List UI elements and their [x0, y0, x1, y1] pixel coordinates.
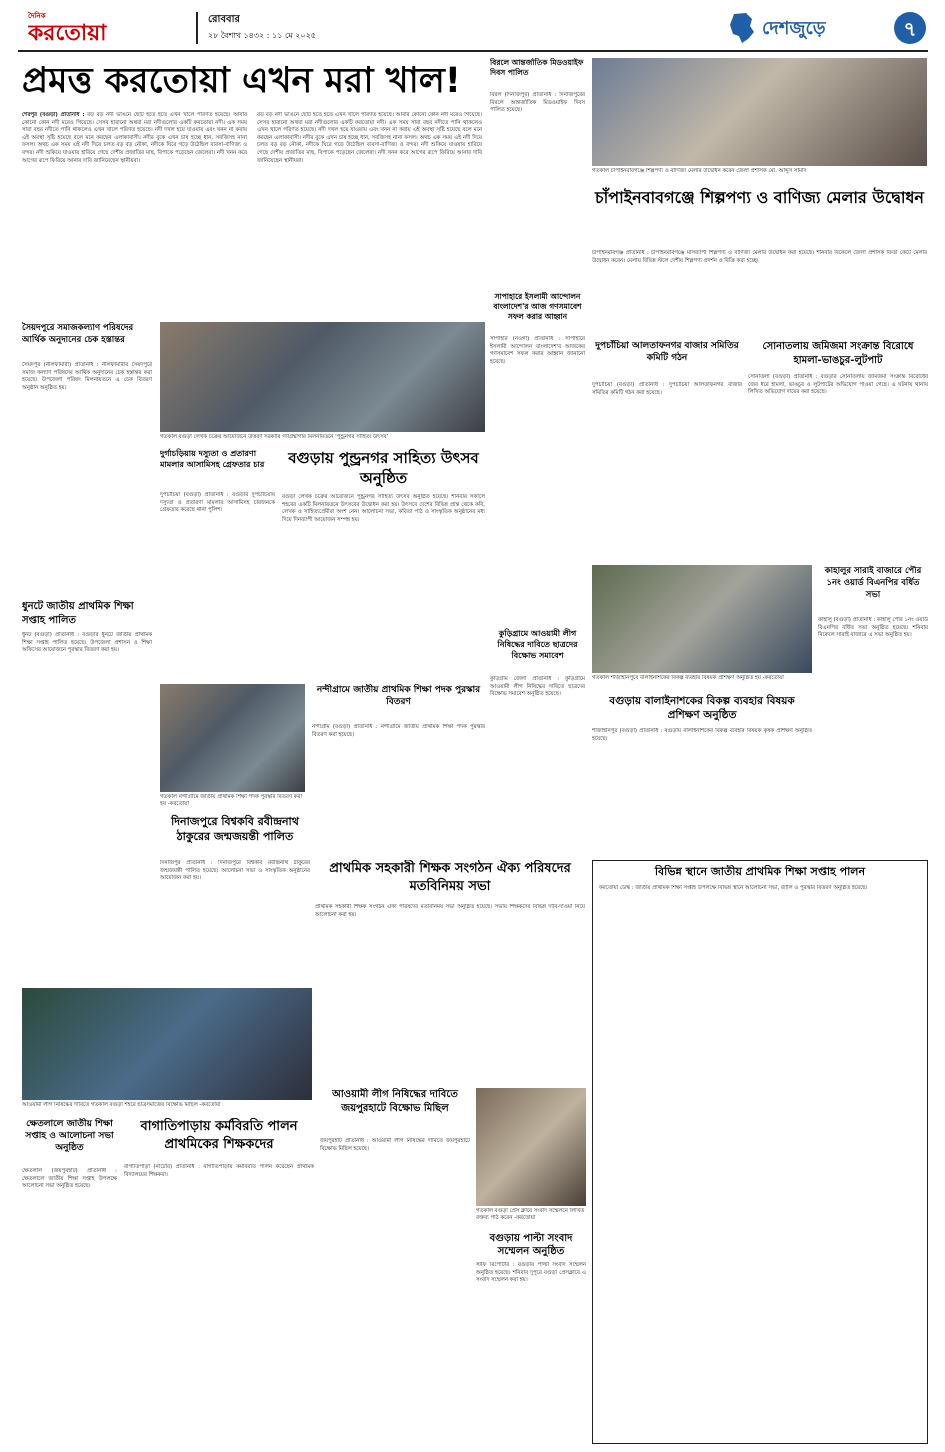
saidpur-body: সৈয়দপুর (নীলফামারী) প্রতিনিধি : নীলফামারীর সৈয়দপুরে সমাজ কল্যাণ পরিষদের আর্থিক অনুদানের চেক হস্তান্তর করা হয়েছে। উপজেলা পরিষদ মিলনায়তনে এ চেক বিতরণ অনুষ্ঠান অনুষ্ঠিত হয়। — [22, 362, 152, 391]
various-article — [592, 860, 928, 1444]
sonatola-article — [748, 340, 928, 560]
biral-article — [490, 58, 585, 288]
masthead-date: ২৮ বৈশাখ ১৪৩২ : ১১ মে ২০২৫ — [208, 31, 316, 40]
dhunat-body: ধুনট (বগুড়া) প্রতিনিধি : বগুড়ার ধুনটে জাতীয় প্রাথমিক শিক্ষা সপ্তাহ পালিত হয়েছে। উপজেলা প্রশাসন ও শিক্ষা অফিসের আয়োজনে পুরস্কার বিতরণ করা হয়। — [22, 632, 152, 654]
pesticide-headline: বগুড়ায় বালাইনাশকের বিকল্প ব্যবহার বিষয়ক প্রশিক্ষণ অনুষ্ঠিত — [609, 695, 795, 721]
biral-body: বিরল (দিনাজপুর) প্রতিনিধি : দিনাজপুরের বিরলে আন্তর্জাতিক মিডওয়াইফ দিবস পালিত হয়েছে। — [490, 92, 585, 114]
masthead-rule — [18, 50, 928, 52]
bottom-caption: আওয়ামী লীগ নিষিদ্ধের দাবিতে গতকাল বগুড়া শহরে ছাত্রসমাজের বিক্ষোভ মিছিল -করতোয়া — [22, 1102, 221, 1108]
durgapur-body: দুপচাঁচিয়া (বগুড়া) প্রতিনিধি : বগুড়ার দুপচাঁচিয়ায় দস্যুতা ও প্রতারণা মামলার আসামিসহ চারজনকে গ্রেফতার করেছে থানা পুলিশ। — [160, 492, 275, 514]
masthead-logo-small: দৈনিক — [28, 12, 46, 20]
nandigram-article — [312, 684, 485, 854]
fair-photo — [592, 58, 927, 166]
khetlal-headline: ক্ষেতলালে জাতীয় শিক্ষা সপ্তাহ ও আলোচনা সভা অনুষ্ঠিত — [25, 1119, 114, 1153]
cultural-caption: গতকাল বগুড়া লেখক চক্রের আয়োজনে উত্তরণ সরকারি গণগ্রন্থাগার মিলনায়তনে 'পুন্ড্রনগর সাহিত্য উৎসব' — [160, 434, 389, 440]
press-caption: গতকাল বগুড়া প্রেস ক্লাবে সংবাদ সম্মেলনে লিখিত বক্তব্য পাঠ করেন -করতোয়া — [476, 1208, 585, 1221]
teachers-headline: প্রাথমিক সহকারী শিক্ষক সংগঠন ঐক্য পরিষদের মতবিনিময় সভা — [329, 861, 571, 894]
nandigram-headline: নন্দীগ্রামে জাতীয় প্রাথমিক শিক্ষা পদক পুরস্কার বিতরণ — [316, 685, 481, 707]
masthead — [18, 8, 928, 48]
kurigram-body: কুড়িগ্রাম জেলা প্রতিনিধি : কুড়িগ্রামে আওয়ামী লীগ নিষিদ্ধের দাবিতে ছাত্রদের বিক্ষোভ সমাবেশ অনুষ্ঠিত হয়েছে। — [490, 676, 585, 698]
bagatipara-article — [124, 1118, 314, 1443]
saidpur-headline: সৈয়দপুরে সমাজকল্যাণ পরিষদের আর্থিক অনুদানের চেক হস্তান্তর — [22, 323, 134, 345]
dupchanchia-headline: দুপচাঁচিয়া আলতাফনগর বাজার সমিতির কমিটি গঠন — [595, 341, 739, 363]
islami-headline: সাপাহারে ইসলামী আন্দোলন বাংলাদেশ'র আজ গণসমাবেশ সফল করার আহ্বান — [493, 292, 582, 321]
kurigram-article — [490, 628, 585, 854]
press-photo — [476, 1088, 586, 1206]
main-article — [22, 58, 482, 316]
kahaloo-article — [818, 565, 928, 845]
cultural-article — [282, 448, 485, 678]
dinajpur-headline: দিনাজপুরে বিশ্বকবি রবীন্দ্রনাথ ঠাকুরের জন্মজয়ন্তী পালিত — [171, 815, 299, 843]
fair-caption: গতকাল চাঁপাইনবাবগঞ্জে শিল্পপণ্য ও বাণিজ্য মেলার উদ্বোধন করেন জেলা প্রশাসক মো. আব্দুস সামাদ — [592, 168, 807, 174]
cultural-body: বগুড়া লেখক চক্রের আয়োজনে পুন্ড্রনগর সাহিত্য উৎসব অনুষ্ঠিত হয়েছে। শনিবার সকালে শহরের একটি মিলনায়তনে উৎসবের উদ্বোধন করা হয়। উৎসবে দেশের বিভিন্ন প্রান্ত থেকে কবি, লেখক ও সাহিত্যপ্রেমীরা অংশ নেন। আলোচনা সভা, কবিতা পাঠ ও সাংস্কৃতিক অনুষ্ঠানের মধ্য দিয়ে দিনব্যাপী আয়োজন সম্পন্ন হয়। — [282, 494, 485, 523]
dhunat-headline: ধুনটে জাতীয় প্রাথমিক শিক্ষা সপ্তাহ পালিত — [22, 601, 134, 626]
joypurhat-body: জয়পুরহাট প্রতিনিধি : আওয়ামী লীগ নিষিদ্ধের দাবিতে জয়পুরহাটে বিক্ষোভ মিছিল হয়েছে। — [320, 1138, 470, 1152]
pesticide-photo — [592, 565, 812, 673]
cultural-headline: বগুড়ায় পুন্ড্রনগর সাহিত্য উৎসব অনুষ্ঠিত — [288, 449, 479, 487]
dinajpur-article — [160, 814, 310, 994]
fair-body: চাঁপাইনবাবগঞ্জ প্রতিনিধি : চাঁপাইনবাবগঞ্জে মাসব্যাপী শিল্পপণ্য ও বাণিজ্য মেলার উদ্বোধন করা হয়েছে। শনিবার বিকেলে জেলা প্রশাসক ফিতা কেটে মেলার উদ্বোধন করেন। মেলায় বিভিন্ন স্টলে দেশীয় শিল্পপণ্য প্রদর্শন ও বিক্রি করা হচ্ছে। — [592, 250, 927, 264]
kahaloo-headline: কাহালুর সারাই বাজারে পৌর ১নং ওয়ার্ড বিএনপির বর্ধিত সভা — [824, 566, 922, 600]
fair-headline: চাঁপাইনবাবগঞ্জে শিল্পপণ্য ও বাণিজ্য মেলার উদ্বোধন — [594, 188, 924, 207]
main-body-cont: বড় বড় নদী ভাঙনে ছোট হতে হতে এখন খালে পরিণত হয়েছে। আবার কোনো কোন নদী মরেও গিয়েছে। সেসব হারানো অথবা মরা নদীগুলোর একটি করতোয়া নদী। এক সময় সারা বছর নদীতে পানি থাকলেও এখন খালে পরিণত হয়েছে। নদী দখল হয়ে যাওয়ায় এবং খনন না করায় এই অবস্থা সৃষ্টি হয়েছে বলে মনে করছেন এলাকাবাসী। নদীর বুকে এখন চাষ হচ্ছে ধান, সবজিসহ নানা ফসল। অথচ এক সময় এই নদী দিয়ে চলত বড় বড় নৌকা, নদীকে ঘিরে গড়ে উঠেছিল ব্যবসা-বাণিজ্য ও বন্দর। নদী শুকিয়ে যাওয়ায় হারিয়ে গেছে দেশীয় প্রজাতির মাছ, বিপাকে পড়েছেন জেলেরা। নদী খনন করে আগের রূপে ফিরিয়ে আনার দাবি জানিয়েছেন স্থানীয়রা। — [257, 112, 482, 164]
nandigram-caption: গতকাল নন্দীগ্রামে জাতীয় প্রাথমিক শিক্ষা পদক পুরস্কার বিতরণ করা হয় -করতোয়া — [160, 794, 303, 807]
pesticide-body: শাজাহানপুর (বগুড়া) প্রতিনিধি : বগুড়ায় বালাইনাশকের বিকল্প ব্যবহার বিষয়ক কৃষক প্রশিক্ষণ অনুষ্ঠিত হয়েছে। — [592, 728, 812, 742]
kurigram-headline: কুড়িগ্রামে আওয়ামী লীগ নিষিদ্ধের দাবিতে ছাত্রদের বিক্ষোভ সমাবেশ — [497, 629, 578, 660]
page-number-badge — [894, 12, 926, 44]
sonatola-headline: সোনাতলায় জমিজমা সংক্রান্ত বিরোধে হামলা-ভাঙচুর-লুটপাট — [762, 341, 914, 366]
main-body-col1 — [22, 112, 247, 312]
sonatola-body: সোনাতলা (বগুড়া) প্রতিনিধি : বগুড়ার সোনাতলায় জমিজমা সংক্রান্ত বিরোধের জের ধরে হামলা, ভাঙচুর ও লুটপাটের অভিযোগ পাওয়া গেছে। এ ঘটনায় থানায় লিখিত অভিযোগ দায়ের করা হয়েছে। — [748, 374, 928, 396]
dhunat-article — [22, 600, 152, 800]
bangladesh-map-icon — [728, 12, 756, 44]
islami-body: সাপাহার (নওগাঁ) প্রতিনিধি : সাপাহারে ইসলামী আন্দোলন বাংলাদেশ'র আজকের গণসমাবেশ সফল করার আহ্বান জানানো হয়েছে। — [490, 336, 585, 365]
pesticide-caption: গতকাল শাজাহানপুরে বালাইনাশকের বিকল্প ব্যবহার বিষয়ক প্রশিক্ষণ অনুষ্ঠিত হয় -করতোয়া — [592, 675, 784, 681]
press-body: স্টাফ রিপোর্টার : বগুড়ায় পাল্টা সংবাদ সম্মেলন অনুষ্ঠিত হয়েছে। শনিবার দুপুরে বগুড়া প্রেসক্লাবে এ সংবাদ সম্মেলন করা হয়। — [476, 1262, 586, 1284]
kahaloo-body: কাহালু (বগুড়া) প্রতিনিধি : কাহালু পৌর ১নং ওয়ার্ড বিএনপির বর্ধিত সভা অনুষ্ঠিত হয়েছে। শনিবার বিকেলে সারাই বাজারে এ সভা অনুষ্ঠিত হয়। — [818, 617, 928, 639]
main-body: বড় বড় নদী ভাঙনে ছোট হতে হতে এখন খালে পরিণত হয়েছে। আবার কোনো কোন নদী মরেও গিয়েছে। সেসব হারানো অথবা মরা নদীগুলোর একটি করতোয়া নদী। এক সময় সারা বছর নদীতে পানি থাকলেও এখন খালে পরিণত হয়েছে। নদী দখল হয়ে যাওয়ায় এবং খনন না করায় এই অবস্থা সৃষ্টি হয়েছে বলে মনে করছেন এলাকাবাসী। নদীর বুকে এখন চাষ হচ্ছে ধান, সবজিসহ নানা ফসল। অথচ এক সময় এই নদী দিয়ে চলত বড় বড় নৌকা, নদীকে ঘিরে গড়ে উঠেছিল ব্যবসা-বাণিজ্য ও বন্দর। নদী শুকিয়ে যাওয়ায় হারিয়ে গেছে দেশীয় প্রজাতির মাছ, বিপাকে পড়েছেন জেলেরা। নদী খনন করে আগের রূপে ফিরিয়ে আনার দাবি জানিয়েছেন স্থানীয়রা। — [22, 112, 247, 164]
section-badge — [728, 10, 928, 46]
dupchanchia-body: দুপচাঁচিয়া (বগুড়া) প্রতিনিধি : দুপচাঁচিয়া আলতাফনগর বাজার সমিতির কমিটি গঠন করা হয়েছে। — [592, 382, 742, 396]
dinajpur-body: দিনাজপুর প্রতিনিধি : দিনাজপুরে বিশ্বকবি রবীন্দ্রনাথ ঠাকুরের জন্মজয়ন্তী পালিত হয়েছে। আলোচনা সভা ও সাংস্কৃতিক অনুষ্ঠানের আয়োজন করা হয়। — [160, 860, 310, 882]
masthead-logo — [18, 8, 183, 48]
bagatipara-body: বাগাতিপাড়া (নাটোর) প্রতিনিধি : বাগাতিপাড়ায় কর্মবিরতি পালন করেছেন প্রাথমিক বিদ্যালয়ের শিক্ষকরা। — [124, 1164, 314, 1178]
khetlal-body: ক্ষেতলাল (জয়পুরহাট) প্রতিনিধি : ক্ষেতলালে জাতীয় শিক্ষা সপ্তাহ উপলক্ষে আলোচনা সভা অনুষ্ঠিত হয়েছে। — [22, 1168, 117, 1190]
press-article — [476, 1232, 586, 1444]
masthead-logo-main: করতোয়া — [28, 20, 107, 46]
joypurhat-headline: আওয়ামী লীগ নিষিদ্ধের দাবিতে জয়পুরহাটে বিক্ষোভ মিছিল — [332, 1089, 458, 1114]
teachers-body: প্রাথমিক সহকারী শিক্ষক সংগঠন ঐক্য পরিষদের মতবিনিময় সভা অনুষ্ঠিত হয়েছে। সভায় শিক্ষকদের বিভিন্ন দাবি-দাওয়া নিয়ে আলোচনা করা হয়। — [315, 904, 585, 918]
biral-headline: বিরলে আন্তর্জাতিক মিডওয়াইফ দিবস পালিত — [490, 58, 584, 77]
islami-article — [490, 292, 585, 502]
page-number: ৭ — [903, 17, 917, 41]
dupchanchia-article — [592, 340, 742, 560]
joypurhat-article — [320, 1088, 470, 1443]
durgapur-headline: দুর্গাচড়িয়ায় দস্যুতা ও প্রতারণা মামলার আসামিসহ গ্রেফতার চার — [160, 449, 265, 469]
khetlal-article — [22, 1118, 117, 1443]
various-body: করতোয়া ডেস্ক : জাতীয় প্রাথমিক শিক্ষা সপ্তাহ উপলক্ষে বিভিন্ন স্থানে আলোচনা সভা, র‌্যালি ও পুরস্কার বিতরণ অনুষ্ঠিত হয়েছে। — [599, 885, 868, 891]
main-headline: প্রমত্ত করতোয়া এখন মরা খাল! — [22, 61, 461, 101]
masthead-divider — [196, 12, 198, 44]
saidpur-article — [22, 322, 152, 592]
nandigram-photo — [160, 684, 305, 792]
press-headline: বগুড়ায় পাল্টা সংবাদ সম্মেলন অনুষ্ঠিত — [489, 1233, 573, 1257]
masthead-day: রোববার — [208, 14, 240, 25]
bottom-photo — [22, 988, 312, 1100]
nandigram-body: নন্দীগ্রাম (বগুড়া) প্রতিনিধি : নন্দীগ্রামে জাতীয় প্রাথমিক শিক্ষা পদক পুরস্কার বিতরণ করা হয়েছে। — [312, 724, 485, 738]
teachers-article — [315, 860, 585, 1080]
bagatipara-headline: বাগাতিপাড়ায় কর্মবিরতি পালন প্রাথমিকের শিক্ষকদের — [140, 1119, 298, 1152]
cultural-photo — [160, 322, 485, 432]
main-body-col2 — [257, 112, 482, 312]
main-dateline: শেরপুর (বগুড়া) প্রতিনিধি : — [22, 112, 85, 118]
durgapur-article — [160, 448, 275, 668]
section-title: দেশজুড়ে — [762, 18, 826, 39]
fair-article — [592, 184, 927, 334]
various-headline: বিভিন্ন স্থানে জাতীয় প্রাথমিক শিক্ষা সপ্তাহ পালন — [654, 865, 866, 878]
pesticide-article — [592, 694, 812, 854]
